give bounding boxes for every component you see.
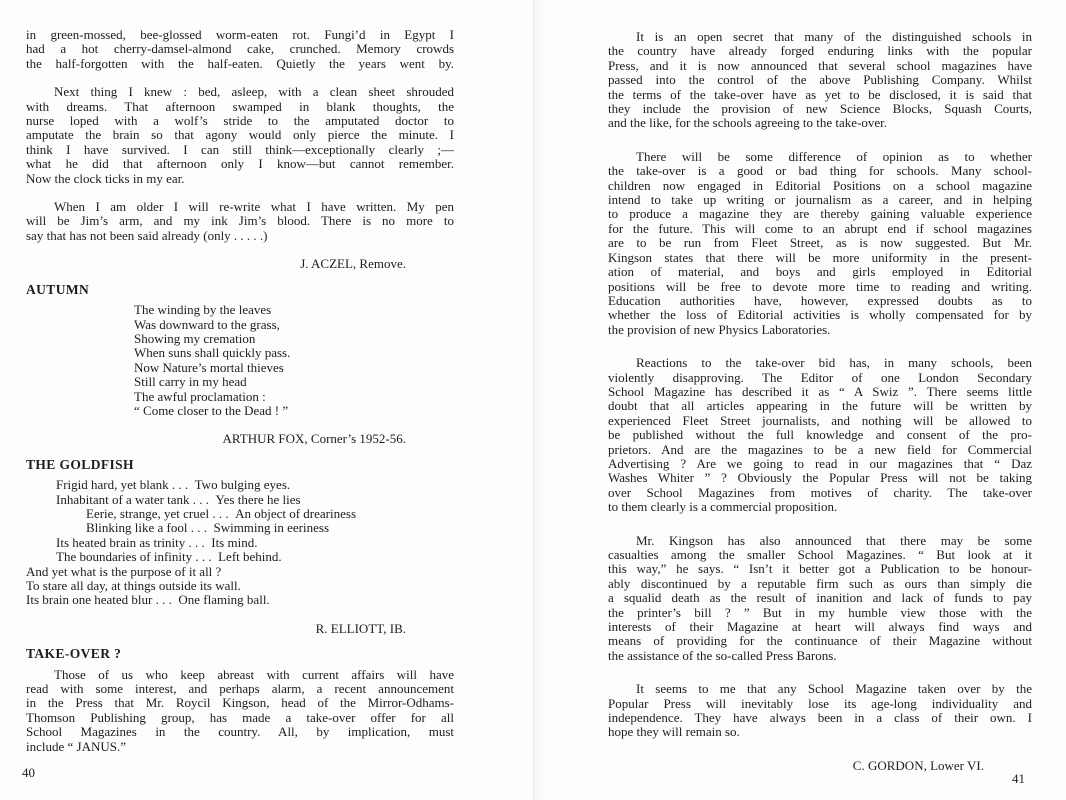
text-line: There will be some difference of opinion as to whether xyxy=(636,148,1032,164)
text-line: the provision of new Physics Laboratories. xyxy=(608,321,831,337)
text-line: the take-over is a good or bad thing for schools. Many school- xyxy=(608,163,1032,179)
text-line: When I am older I will re-write what I have written. My pen xyxy=(54,199,454,215)
text-line: say that has not been said already (only . . . . .) xyxy=(26,227,268,243)
text-line: positions will be free to devote more time to reading and writing. xyxy=(608,278,1032,294)
text-line: with dreams. That afternoon swamped in blank thoughts, the xyxy=(26,98,454,114)
gutter-shading xyxy=(534,0,546,800)
text-line: Reactions to the take-over bid has, in many schools, been xyxy=(636,355,1032,371)
text-line: intend to take up writing or journalism as a career, and in helping xyxy=(608,192,1032,208)
text-line: It is an open secret that many of the distinguished schools in xyxy=(636,29,1032,44)
text-line: Washes Whiter ” ? Obviously the Popular Press will not be taking xyxy=(608,470,1032,486)
poem-line: And yet what is the purpose of it all ? xyxy=(26,563,222,579)
text-line: independence. They have always been in a class of their own. I xyxy=(608,710,1032,726)
text-line: means of providing for the continuance of their Magazine without xyxy=(608,633,1032,649)
text-line: be published without the full knowledge and consent of the pro- xyxy=(608,427,1032,443)
text-line: are to be run from Fleet Street, as is now suggested. But Mr. xyxy=(608,235,1032,251)
text-line: the half-forgotten with the half-eaten. Quietly the years went by. xyxy=(26,55,454,71)
text-line: Next thing I knew : bed, asleep, with a clean sheet shrouded xyxy=(54,84,454,100)
text-line: Now the clock ticks in my ear. xyxy=(26,170,185,186)
page-gutter-line xyxy=(533,0,534,800)
paragraph xyxy=(608,356,1032,514)
paragraph xyxy=(26,200,454,243)
text-line: Advertising ? Are we going to read in our magazines that “ Daz xyxy=(608,455,1032,471)
text-line: Mr. Kingson has also announced that there may be some xyxy=(636,532,1032,548)
paragraph xyxy=(608,30,1032,131)
text-line: and the like, for the schools agreeing to the take-over. xyxy=(608,115,888,131)
section-heading: THE GOLDFISH xyxy=(26,456,134,472)
poem xyxy=(26,303,454,418)
poem-line: Inhabitant of a water tank . . . Yes there he lies xyxy=(56,491,301,507)
poem-line: Showing my cremation xyxy=(134,330,256,346)
poem-line: When suns shall quickly pass. xyxy=(134,345,291,361)
text-line: School Magazine has described it as “ A Swiz ”. There seems little xyxy=(608,383,1032,399)
poem-line: Frigid hard, yet blank . . . Two bulging eyes. xyxy=(56,477,291,493)
text-line: whether the loss of Editorial activities is wholly compensated for by xyxy=(608,307,1032,323)
text-line: casualties among the smaller School Magazines. “ But look at it xyxy=(608,547,1032,562)
poem-line: “ Come closer to the Dead ! ” xyxy=(134,402,289,418)
poem-line: The winding by the leaves xyxy=(134,302,272,318)
text-line: prietors. And are the magazines to be a new field for Commercial xyxy=(608,441,1032,457)
text-line: had a hot cherry-damsel-almond cake, crunched. Memory crowds xyxy=(26,41,454,57)
text-line: violently disapproving. The Editor of one London Secondary xyxy=(608,369,1032,385)
author-byline: J. ACZEL, Remove. xyxy=(300,256,406,272)
text-line: think I have survived. I can still think—exceptionally clearly ;— xyxy=(26,141,454,157)
text-line: they include the provision of new Science Blocks, Squash Courts, xyxy=(608,101,1032,117)
text-line: amputate the brain so that agony would only pierce the minute. I xyxy=(26,127,454,143)
text-line: experienced Fleet Street journalists, and nothing will be allowed to xyxy=(608,412,1032,428)
text-line: in the Press that Mr. Roycil Kingson, head of the Mirror-Odhams- xyxy=(26,695,454,711)
paragraph xyxy=(26,28,454,71)
paragraph xyxy=(608,682,1032,740)
text-line: Those of us who keep abreast with current affairs will have xyxy=(54,666,454,682)
poem xyxy=(26,478,454,608)
paragraph xyxy=(26,85,454,186)
poem-line: Blinking like a fool . . . Swimming in eeriness xyxy=(86,520,330,536)
author-byline: C. GORDON, Lower VI. xyxy=(852,757,984,773)
poem-line: To stare all day, at things outside its wall. xyxy=(26,578,241,593)
section-heading: AUTUMN xyxy=(26,281,90,297)
text-line: read with some interest, and perhaps alarm, a recent announcement xyxy=(26,681,454,697)
text-line: this way,” he says. “ Isn’t it better got a Publication to be honour- xyxy=(608,561,1032,577)
text-line: include “ JANUS.” xyxy=(26,738,127,754)
text-line: what he did that afternoon only I know—but cannot remember. xyxy=(26,156,454,172)
page-number-left: 40 xyxy=(22,765,35,780)
poem-line: The awful proclamation : xyxy=(134,388,266,404)
text-line: will be Jim’s arm, and my ink Jim’s blood. There is no more to xyxy=(26,213,454,229)
text-line: the country have already forged enduring links with the popular xyxy=(608,43,1032,59)
poem-line: Eerie, strange, yet cruel . . . An object of dreariness xyxy=(86,505,357,521)
text-line: nurse loped with a wolf’s stride to the amputated doctor to xyxy=(26,113,454,129)
author-byline: R. ELLIOTT, IB. xyxy=(315,620,406,636)
page-number-right: 41 xyxy=(1012,771,1025,786)
text-line: Press, and it is now announced that several school magazines have xyxy=(608,57,1032,73)
poem-line: The boundaries of infinity . . . Left behind. xyxy=(56,549,282,565)
text-line: the assistance of the so-called Press Barons. xyxy=(608,647,837,663)
paragraph xyxy=(26,668,454,754)
right-page xyxy=(608,30,1032,784)
text-line: hope they will remain so. xyxy=(608,724,740,740)
left-page xyxy=(26,28,454,768)
text-line: ation of material, and boys and girls employed in Editorial xyxy=(608,264,1032,280)
text-line: over School Magazines from motives of charity. The take-over xyxy=(608,484,1032,500)
text-line: It seems to me that any School Magazine taken over by the xyxy=(636,681,1032,697)
text-line: Kingson states that there will be more uniformity in the present- xyxy=(608,249,1032,265)
paragraph xyxy=(608,150,1032,337)
poem-line: Its heated brain as trinity . . . Its mind. xyxy=(56,534,258,550)
text-line: ably discontinued by a reputable firm such as ours than simply die xyxy=(608,575,1032,591)
poem-line: Its brain one heated blur . . . One flaming ball. xyxy=(26,592,270,608)
text-line: for the future. This will come to an abrupt end if school magazines xyxy=(608,220,1032,236)
text-line: interests of their Magazine at heart will always find ways and xyxy=(608,619,1032,635)
text-line: the terms of the take-over have as yet to be disclosed, it is said that xyxy=(608,86,1032,102)
poem-line: Now Nature’s mortal thieves xyxy=(134,359,284,375)
poem-line: Was downward to the grass, xyxy=(134,316,280,332)
text-line: a squalid death as the result of inanition and lack of funds to pay xyxy=(608,590,1032,606)
section-heading: TAKE-OVER ? xyxy=(26,646,122,662)
text-line: Education authorities have, however, expressed doubts as to xyxy=(608,292,1032,308)
author-byline: ARTHUR FOX, Corner’s 1952-56. xyxy=(222,431,406,447)
text-line: to them clearly is a commercial proposition. xyxy=(608,499,838,515)
text-line: the printer’s bill ? ” But in my humble view those with the xyxy=(608,604,1032,620)
text-line: children now engaged in Editorial Positions on a school magazine xyxy=(608,177,1032,193)
text-line: passed into the control of the above Publishing Company. Whilst xyxy=(608,72,1032,88)
text-line: School Magazines in the country. All, by implication, must xyxy=(26,724,454,740)
poem-line: Still carry in my head xyxy=(134,374,247,390)
text-line: Popular Press will inevitably lose its age-long individuality and xyxy=(608,695,1032,711)
text-line: in green-mossed, bee-glossed worm-eaten rot. Fungi’d in Egypt I xyxy=(26,27,454,42)
text-line: doubt that all articles appearing in the future will be written by xyxy=(608,398,1032,414)
paragraph xyxy=(608,534,1032,664)
text-line: to produce a magazine they are thereby gaining valuable experience xyxy=(608,206,1032,222)
text-line: Thomson Publishing group, has made a take-over offer for all xyxy=(26,709,454,725)
